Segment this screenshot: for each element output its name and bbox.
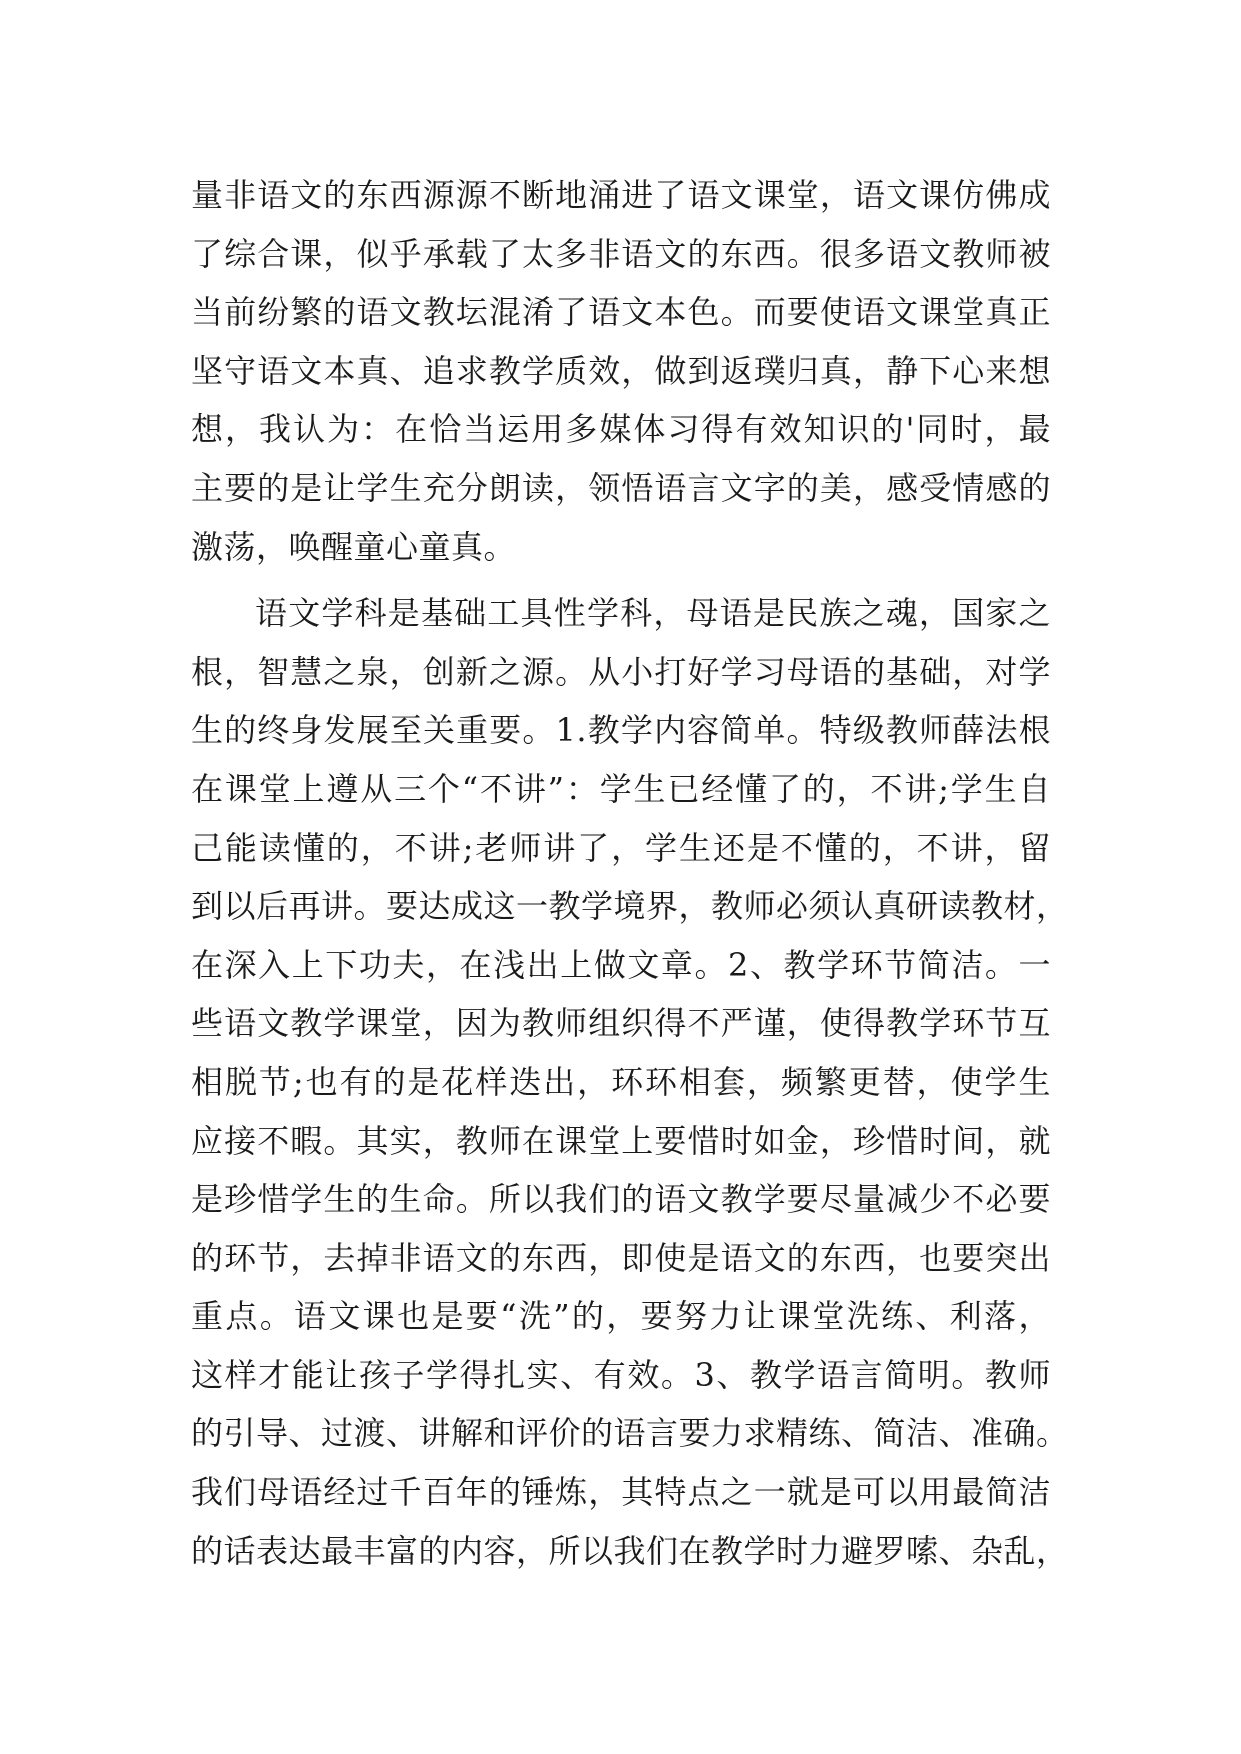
text-line: 的引导、过渡、讲解和评价的语言要力求精练、简洁、准确。 xyxy=(191,1414,1069,1453)
text-line: 坚守语文本真、追求教学质效，做到返璞归真，静下心来想 xyxy=(191,351,1051,390)
text-line: 应接不暇。其实，教师在课堂上要惜时如金，珍惜时间，就 xyxy=(191,1121,1051,1160)
text-line: 到以后再讲。要达成这一教学境界，教师必须认真研读教材， xyxy=(191,887,1069,926)
paragraph-1 xyxy=(191,166,1051,576)
body-text xyxy=(191,166,1069,1580)
text-line: 的环节，去掉非语文的东西，即使是语文的东西，也要突出 xyxy=(191,1238,1051,1277)
text-line: 己能读懂的，不讲;老师讲了，学生还是不懂的，不讲，留 xyxy=(191,828,1051,867)
text-line: 我们母语经过千百年的锤炼，其特点之一就是可以用最简洁 xyxy=(191,1473,1051,1512)
text-line: 当前纷繁的语文教坛混淆了语文本色。而要使语文课堂真正 xyxy=(191,293,1051,332)
paragraph-2 xyxy=(191,584,1069,1580)
text-line: 些语文教学课堂，因为教师组织得不严谨，使得教学环节互 xyxy=(191,1004,1051,1043)
paragraph-gap xyxy=(191,576,1051,584)
text-line: 相脱节;也有的是花样迭出，环环相套，频繁更替，使学生 xyxy=(191,1062,1051,1101)
text-line: 重点。语文课也是要“洗”的，要努力让课堂洗练、利落， xyxy=(191,1297,1051,1336)
text-line: 语文学科是基础工具性学科，母语是民族之魂，国家之 xyxy=(255,594,1051,633)
text-line: 主要的是让学生充分朗读，领悟语言文字的美，感受情感的 xyxy=(191,468,1051,507)
text-line: 在课堂上遵从三个“不讲”：学生已经懂了的，不讲;学生自 xyxy=(191,769,1051,808)
text-line: 在深入上下功夫，在浅出上做文章。2、教学环节简洁。一 xyxy=(191,945,1051,984)
text-line: 激荡，唤醒童心童真。 xyxy=(191,527,517,566)
text-line: 是珍惜学生的生命。所以我们的语文教学要尽量减少不必要 xyxy=(191,1180,1051,1219)
text-line: 的话表达最丰富的内容，所以我们在教学时力避罗嗦、杂乱， xyxy=(191,1531,1069,1570)
text-line: 量非语文的东西源源不断地涌进了语文课堂，语文课仿佛成 xyxy=(191,176,1051,214)
text-line: 生的终身发展至关重要。1.教学内容简单。特级教师薛法根 xyxy=(191,711,1051,750)
text-line: 想，我认为：在恰当运用多媒体习得有效知识的'同时，最 xyxy=(191,410,1051,449)
text-line: 这样才能让孩子学得扎实、有效。3、教学语言简明。教师 xyxy=(191,1355,1051,1394)
text-line: 根，智慧之泉，创新之源。从小打好学习母语的基础，对学 xyxy=(191,652,1051,691)
text-line: 了综合课，似乎承载了太多非语文的东西。很多语文教师被 xyxy=(191,234,1051,273)
